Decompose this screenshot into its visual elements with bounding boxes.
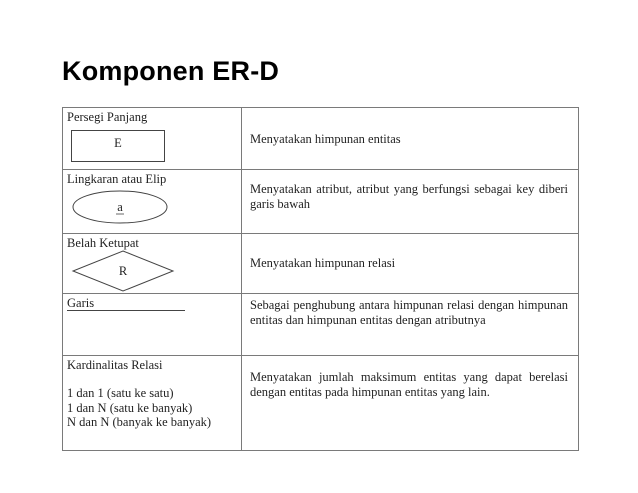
component-cell (63, 294, 242, 356)
table-row (63, 234, 579, 294)
cardinality-list (67, 386, 211, 430)
table-row (63, 294, 579, 356)
cardinality-item: 1 dan 1 (satu ke satu) (67, 386, 174, 400)
component-name: Kardinalitas Relasi (67, 358, 163, 372)
description-cell (242, 234, 579, 294)
table-row (63, 356, 579, 451)
ellipse-symbol (71, 189, 169, 225)
cardinality-item: N dan N (banyak ke banyak) (67, 415, 212, 429)
component-cell (63, 170, 242, 234)
component-name: Belah Ketupat (67, 236, 139, 250)
erd-components-table (62, 107, 579, 451)
table-row (63, 108, 579, 170)
symbol-label: R (118, 264, 128, 278)
rectangle-symbol (71, 130, 165, 162)
component-description: Menyatakan himpunan entitas (250, 132, 401, 146)
component-name: Garis (67, 296, 95, 310)
cardinality-item: 1 dan N (satu ke banyak) (67, 400, 193, 415)
table-row (63, 170, 579, 234)
component-description: Sebagai penghubung antara himpunan relasi dengan himpunan entitas dan himpunan entitas dengan atributnya (250, 298, 568, 327)
component-cell (63, 108, 242, 170)
component-description: Menyatakan jumlah maksimum entitas yang dapat berelasi dengan entitas pada himpunan entitas yang lain. (250, 370, 568, 399)
component-cell (63, 356, 242, 451)
symbol-label: E (114, 136, 122, 150)
component-name: Lingkaran atau Elip (67, 172, 167, 186)
component-cell (63, 234, 242, 294)
component-name: Persegi Panjang (67, 110, 148, 124)
erd-components-table-image (62, 107, 579, 450)
description-cell (242, 356, 579, 451)
symbol-label: a (117, 200, 123, 214)
description-cell (242, 170, 579, 234)
description-cell (242, 294, 579, 356)
component-description: Menyatakan atribut, atribut yang berfungsi sebagai key diberi garis bawah (250, 182, 568, 211)
diamond-symbol (71, 250, 175, 292)
slide-title: Komponen ER-D (62, 56, 280, 86)
description-cell (242, 108, 579, 170)
component-description: Menyatakan himpunan relasi (250, 256, 396, 270)
line-symbol (67, 310, 185, 311)
